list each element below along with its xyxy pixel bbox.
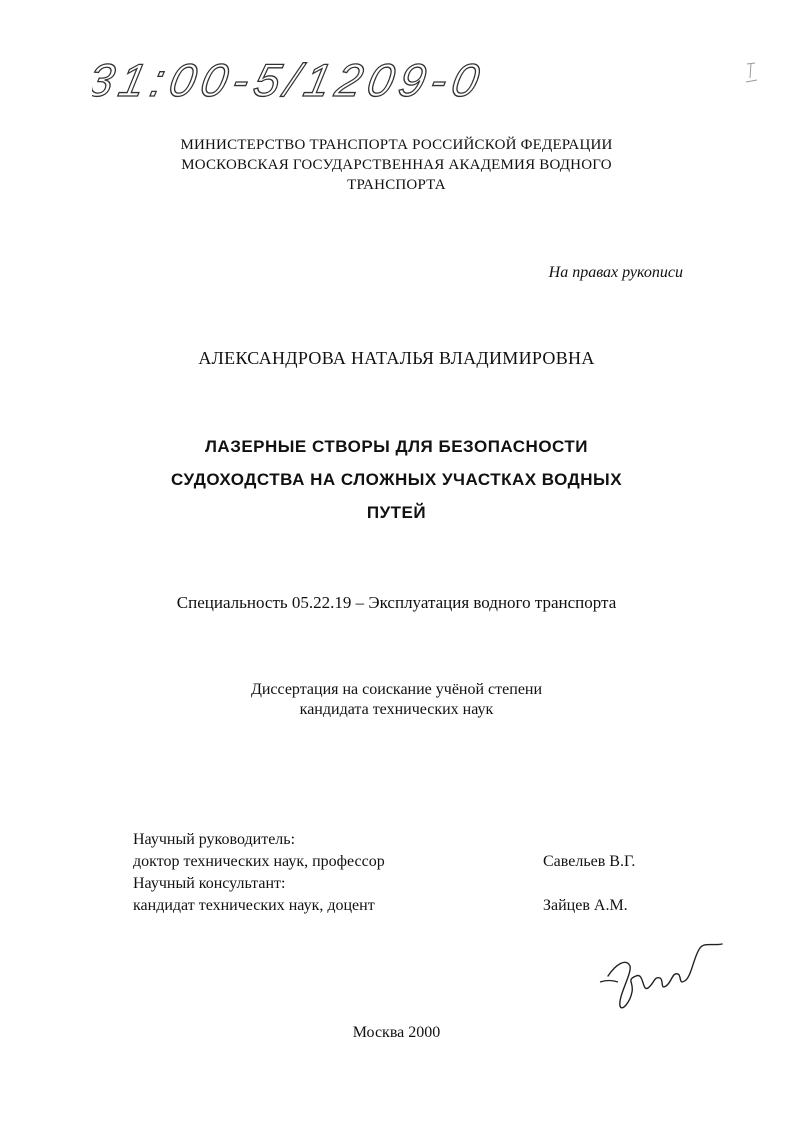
supervisor-row: [133, 851, 693, 873]
manuscript-rights-note: На правах рукописи: [548, 264, 683, 281]
supervisor-label-row: [133, 829, 693, 851]
degree-line1: Диссертация на соискание учёной степени: [250, 681, 543, 698]
dissertation-title: [0, 430, 793, 529]
stamp-glyphs: 31:00-5/1209-0: [92, 54, 490, 106]
advisors-block: [133, 829, 693, 917]
academy-name-line2: ТРАНСПОРТА: [347, 177, 446, 193]
consultant-label-row: [133, 873, 693, 895]
title-line3: ПУТЕЙ: [366, 503, 427, 522]
signature-drawing: [596, 936, 726, 1016]
city-year: Москва 2000: [352, 1024, 441, 1041]
consultant-name: Зайцев А.М.: [543, 897, 628, 914]
title-line2: СУДОХОДСТВА НА СЛОЖНЫХ УЧАСТКАХ ВОДНЫХ: [170, 470, 623, 489]
specialty-line: Специальность 05.22.19 – Эксплуатация водного транспорта: [176, 593, 617, 612]
degree-line2: кандидата технических наук: [299, 701, 494, 718]
consultant-title: кандидат технических наук, доцент: [133, 897, 375, 914]
handwritten-signature: [596, 936, 726, 1016]
archive-stamp-handwritten: [92, 44, 512, 114]
consultant-label: Научный консультант:: [133, 875, 286, 892]
stamp-drawing: [92, 44, 512, 114]
consultant-row: [133, 895, 693, 917]
supervisor-title: доктор технических наук, профессор: [133, 853, 385, 870]
title-line1: ЛАЗЕРНЫЕ СТВОРЫ ДЛЯ БЕЗОПАСНОСТИ: [204, 437, 589, 456]
institution-header: [0, 135, 793, 195]
ministry-name: МИНИСТЕРСТВО ТРАНСПОРТА РОССИЙСКОЙ ФЕДЕРАЦИИ: [180, 137, 613, 153]
academy-name-line1: МОСКОВСКАЯ ГОСУДАРСТВЕННАЯ АКАДЕМИЯ ВОДНОГО: [181, 157, 612, 173]
degree-statement: [0, 680, 793, 720]
corner-pencil-mark: [743, 60, 761, 90]
supervisor-label: Научный руководитель:: [133, 831, 296, 848]
supervisor-name: Савельев В.Г.: [543, 853, 636, 870]
author-name: АЛЕКСАНДРОВА НАТАЛЬЯ ВЛАДИМИРОВНА: [198, 348, 595, 368]
